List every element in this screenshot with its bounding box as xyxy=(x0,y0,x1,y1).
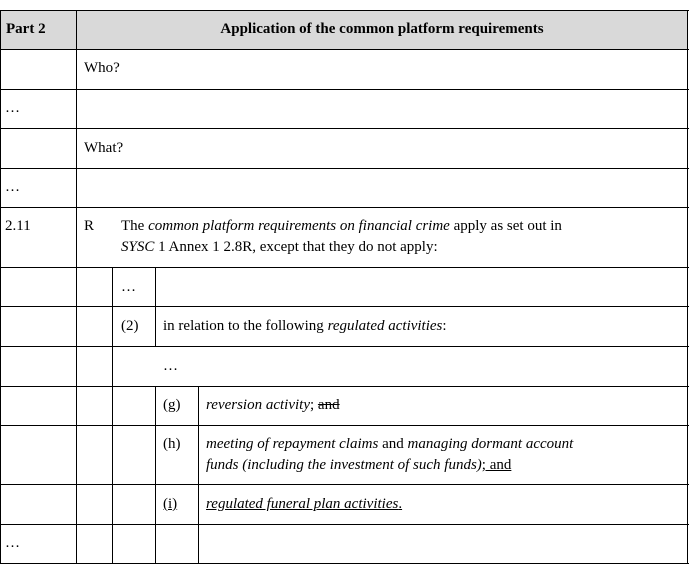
rule-col-2 xyxy=(112,267,113,564)
rule-left xyxy=(0,10,1,564)
ellipsis: … xyxy=(5,100,20,116)
rule-row xyxy=(0,524,689,525)
item-text-line-1 xyxy=(206,434,573,455)
item-label: (g) xyxy=(163,397,181,413)
rule-row xyxy=(0,128,689,129)
rule-text-part: The xyxy=(121,218,149,234)
rule-text-part: apply as set out in xyxy=(449,218,562,234)
ellipsis: … xyxy=(121,279,136,295)
rule-text-part: 1 Annex 1 2.8R, except that they do not apply: xyxy=(154,239,438,255)
rule-row xyxy=(0,484,689,485)
item-label: (h) xyxy=(163,436,181,452)
rule-row xyxy=(0,168,689,169)
defined-term: managing dormant account xyxy=(407,436,574,452)
defined-term: reversion activity xyxy=(206,397,310,413)
item-label: (2) xyxy=(121,318,139,334)
item-text-part: in relation to the following xyxy=(163,318,328,334)
rule-row xyxy=(0,89,689,90)
defined-term: common platform requirements on financial crime xyxy=(148,218,450,234)
item-label: (i) xyxy=(163,496,178,512)
item-text-part: : xyxy=(442,318,447,334)
item-text xyxy=(206,395,340,416)
ellipsis: … xyxy=(5,179,20,195)
item-text xyxy=(206,494,402,515)
rule-row xyxy=(0,267,689,268)
rule-top xyxy=(0,10,689,11)
rule-col-4 xyxy=(198,386,199,564)
item-text-part: and xyxy=(378,436,408,452)
item-text-part: . xyxy=(398,496,403,512)
rule-header-bottom xyxy=(0,49,689,50)
defined-term: meeting of repayment claims xyxy=(206,436,379,452)
defined-term: funds (including the investment of such funds) xyxy=(206,457,482,473)
item-text xyxy=(163,316,447,337)
rule-row xyxy=(0,425,689,426)
rule-row xyxy=(0,386,689,387)
rule-type: R xyxy=(84,218,95,234)
header-part-label: Part 2 xyxy=(6,21,46,37)
rule-text-line-1 xyxy=(121,216,562,237)
what-label: What? xyxy=(84,140,124,156)
defined-term: regulated activities xyxy=(327,318,443,334)
rule-right xyxy=(687,10,688,564)
rule-col-3 xyxy=(155,267,156,347)
rule-row xyxy=(0,207,689,208)
who-label: Who? xyxy=(84,60,120,76)
header-title: Application of the common platform requirements xyxy=(220,21,544,37)
rule-col-3 xyxy=(155,386,156,564)
rule-row xyxy=(0,306,689,307)
ellipsis: … xyxy=(163,358,178,374)
defined-term: regulated funeral plan activities xyxy=(206,496,399,512)
ellipsis: … xyxy=(5,535,20,551)
deleted-text: and xyxy=(317,397,340,413)
rule-text-line-2 xyxy=(121,237,438,258)
item-text-part: ; xyxy=(310,397,318,413)
inserted-text: ; and xyxy=(481,457,512,473)
rule-number: 2.11 xyxy=(5,218,31,234)
defined-term: SYSC xyxy=(121,239,155,255)
rule-row xyxy=(0,346,689,347)
rule-bottom xyxy=(0,563,689,564)
item-text-line-2 xyxy=(206,455,511,476)
rule-col-1 xyxy=(76,10,77,564)
